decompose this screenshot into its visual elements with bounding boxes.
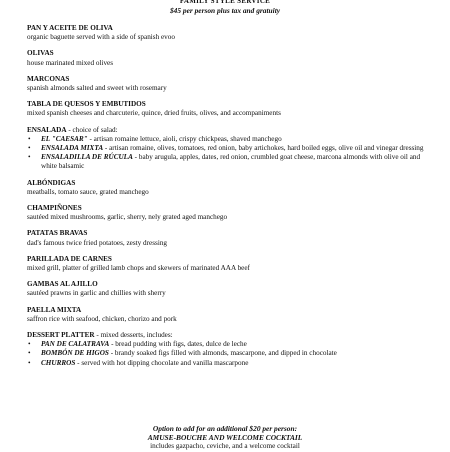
course-item <box>27 179 432 197</box>
bullet-icon: • <box>28 134 31 143</box>
course-description: house marinated mixed olives <box>27 58 114 67</box>
list-item <box>27 153 432 171</box>
course-description: mixed spanish cheeses and charcuterie, quince, dried fruits, olives, and accompaniments <box>27 109 281 118</box>
course-item <box>27 229 432 247</box>
addon-title: AMUSE-BOUCHE AND WELCOME COCKTAIL <box>147 433 303 443</box>
course-name: OLIVAS <box>27 49 54 58</box>
option-description: - baby arugula, apples, dates, red onion, crumbled goat cheese, marcona almonds with olive oil and white balsamic <box>41 153 421 171</box>
bullet-icon: • <box>28 144 31 153</box>
course-description: dad's famous twice fried potatoes, zesty dressing <box>27 238 168 247</box>
option-description: - served with hot dipping chocolate and vanilla mascarpone <box>75 358 249 367</box>
course-item <box>27 306 432 324</box>
option-name: CHURROS <box>41 358 76 367</box>
course-name: PAN Y ACEITE DE OLIVA <box>27 24 113 32</box>
course-name: PARILLADA DE CARNES <box>27 254 112 263</box>
course-item <box>27 24 432 42</box>
course-list <box>27 24 432 375</box>
list-item <box>27 135 432 144</box>
option-description: - artisan romaine lettuce, aioli, crispy chickpeas, shaved manchego <box>87 134 282 143</box>
course-item-dessert <box>27 331 432 368</box>
course-name: MARCONAS <box>27 74 70 83</box>
option-description: - bread pudding with figs, dates, dulce de leche <box>109 340 247 349</box>
option-description: - brandy soaked figs filled with almonds, mascarpone, and dipped in chocolate <box>108 349 337 358</box>
price-line: $45 per person plus tax and gratuity <box>169 6 281 15</box>
course-title-suffix: - mixed desserts, includes: <box>94 331 173 340</box>
course-description: sautéed mixed mushrooms, garlic, sherry, nely grated aged manchego <box>27 213 228 222</box>
option-description: - artisan romaine, olives, tomatoes, red onion, baby artichokes, hard boiled eggs, olive oil and vinegar dressing <box>103 144 424 153</box>
course-name: GAMBAS AL AJILLO <box>27 280 98 289</box>
course-title: ENSALADA <box>27 125 67 134</box>
option-name: PAN DE CALATRAVA <box>41 340 110 349</box>
course-item <box>27 100 432 118</box>
list-item <box>27 349 432 358</box>
course-item-ensalada <box>27 126 432 172</box>
course-description: sautéed prawns in garlic and chillies with sherry <box>27 289 166 298</box>
course-name: PATATAS BRAVAS <box>27 229 88 238</box>
addon-section <box>0 424 450 452</box>
bullet-icon: • <box>28 340 31 349</box>
bullet-icon: • <box>28 358 31 367</box>
dessert-options <box>27 340 432 368</box>
course-item <box>27 255 432 273</box>
course-name <box>27 126 432 135</box>
course-name: TABLA DE QUESOS Y EMBUTIDOS <box>27 100 146 109</box>
salad-options <box>27 135 432 172</box>
bullet-icon: • <box>28 153 31 162</box>
course-name: ALBÓNDIGAS <box>27 178 76 187</box>
menu-header <box>0 0 450 15</box>
bullet-icon: • <box>28 349 31 358</box>
addon-description: includes gazpacho, ceviche, and a welcome cocktail <box>150 442 300 451</box>
course-item <box>27 280 432 298</box>
list-item <box>27 144 432 153</box>
course-title: DESSERT PLATTER <box>27 331 95 340</box>
option-name: BOMBÓN DE HIGOS <box>41 349 109 358</box>
course-name: PAELLA MIXTA <box>27 305 82 314</box>
course-item <box>27 49 432 67</box>
course-description: meatballs, tomato sauce, grated manchego <box>27 187 149 196</box>
course-item <box>27 204 432 222</box>
addon-offer: Option to add for an additional $20 per person: <box>152 424 298 433</box>
course-title-suffix: - choice of salad: <box>66 125 118 134</box>
course-name <box>27 331 432 340</box>
course-name: CHAMPIÑONES <box>27 204 82 213</box>
option-name: ENSALADILLA DE RÚCULA <box>41 153 133 162</box>
option-name: EL "CAESAR" <box>41 134 88 143</box>
option-name: ENSALADA MIXTA <box>41 144 104 153</box>
course-description: saffron rice with seafood, chicken, chorizo and pork <box>27 314 177 323</box>
list-item <box>27 359 432 368</box>
course-description: mixed grill, platter of grilled lamb chops and skewers of marinated AAA beef <box>27 264 250 273</box>
service-title: FAMILY STYLE SERVICE <box>179 0 271 5</box>
course-description: organic baguette served with a side of spanish evoo <box>27 33 175 42</box>
course-description: spanish almonds salted and sweet with rosemary <box>27 84 167 93</box>
course-item <box>27 75 432 93</box>
